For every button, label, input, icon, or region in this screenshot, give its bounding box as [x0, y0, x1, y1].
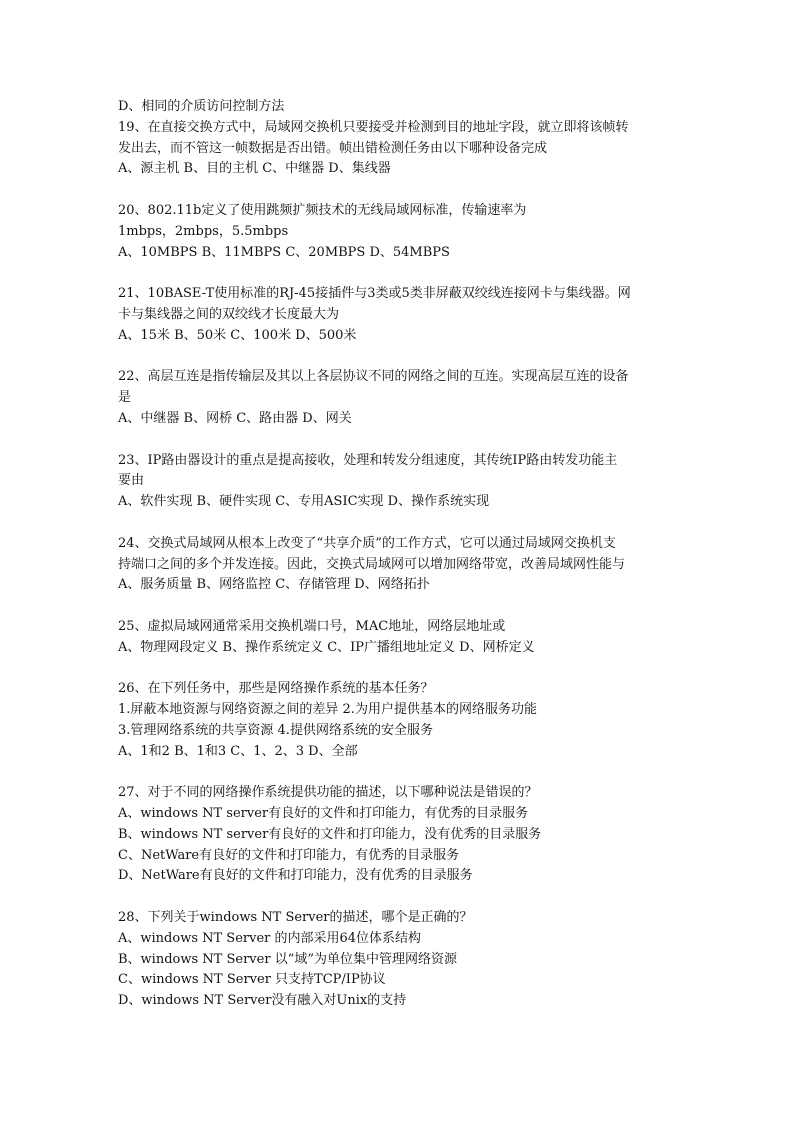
answer-option-line: A、中继器 B、网桥 C、路由器 D、网关	[118, 410, 352, 426]
question-block	[118, 908, 678, 1012]
question-stem-line: 23、IP路由器设计的重点是提高接收，处理和转发分组速度，其传统IP路由转发功能主	[118, 452, 618, 468]
question-stem-line: 24、交换式局域网从根本上改变了“共享介质”的工作方式，它可以通过局域网交换机支	[118, 535, 616, 551]
answer-option-line: A、10MBPS B、11MBPS C、20MBPS D、54MBPS	[118, 244, 450, 260]
question-block	[118, 201, 678, 263]
answer-option-line: C、windows NT Server 只支持TCP/IP协议	[118, 972, 386, 988]
question-gap	[118, 430, 678, 451]
question-block	[118, 284, 678, 346]
question-stem-line: 22、高层互连是指传输层及其以上各层协议不同的网络之间的互连。实现高层互连的设备	[118, 369, 629, 385]
option-line: D、相同的介质访问控制方法	[118, 99, 285, 114]
answer-option-line: A、1和2 B、1和3 C、1、2、3 D、全部	[118, 743, 358, 759]
answer-option-line: A、源主机 B、目的主机 C、中继器 D、集线器	[118, 161, 391, 177]
question-gap	[118, 596, 678, 617]
question-stem-line: 1.屏蔽本地资源与网络资源之间的差异 2.为用户提供基本的网络服务功能	[118, 702, 537, 718]
question-stem-line: 21、10BASE-T使用标准的RJ-45接插件与3类或5类非屏蔽双绞线连接网卡与集线器。网	[118, 286, 631, 302]
question-stem-line: 1mbps，2mbps，5.5mbps	[118, 223, 289, 239]
question-stem-line: 27、对于不同的网络操作系统提供功能的描述，以下哪种说法是错误的？	[118, 785, 538, 801]
question-stem-line: 持端口之间的多个并发连接。因此，交换式局域网可以增加网络带宽，改善局域网性能与	[118, 556, 626, 572]
answer-option-line: A、15米 B、50米 C、100米 D、500米	[118, 327, 357, 343]
answer-option-line: B、windows NT server有良好的文件和打印能力，没有优秀的目录服务	[118, 826, 542, 842]
question-stem-line: 25、虚拟局域网通常采用交换机端口号，MAC地址，网络层地址或	[118, 618, 506, 634]
question-block	[118, 118, 678, 180]
question-stem-line: 是	[118, 390, 132, 406]
question-block	[118, 783, 678, 887]
question-block	[118, 679, 678, 762]
question-gap	[118, 763, 678, 784]
answer-option-line: A、windows NT Server 的内部采用64位体系结构	[118, 930, 422, 946]
question-stem-line: 要由	[118, 473, 145, 489]
question-gap	[118, 263, 678, 284]
question-gap	[118, 347, 678, 368]
answer-option-line: D、NetWare有良好的文件和打印能力，没有优秀的目录服务	[118, 868, 473, 884]
answer-option-line: B、windows NT Server 以“域”为单位集中管理网络资源	[118, 951, 457, 967]
question-stem-line: 20、802.11b定义了使用跳频扩频技术的无线局域网标准，传输速率为	[118, 202, 527, 218]
answer-option-line: A、物理网段定义 B、操作系统定义 C、IP广播组地址定义 D、网桥定义	[118, 639, 535, 655]
question-stem-line: 卡与集线器之间的双绞线才长度最大为	[118, 306, 340, 322]
question-stem-line: 28、下列关于windows NT Server的描述，哪个是正确的？	[118, 910, 473, 926]
question-block	[118, 451, 678, 513]
question-list	[118, 97, 678, 1012]
question-block	[118, 617, 678, 659]
question-gap	[118, 513, 678, 534]
question-gap	[118, 887, 678, 908]
answer-option-line: D、windows NT Server没有融入对Unix的支持	[118, 993, 407, 1009]
question-stem-line: 26、在下列任务中，那些是网络操作系统的基本任务？	[118, 681, 434, 697]
question-gap	[118, 180, 678, 201]
answer-option-line: C、NetWare有良好的文件和打印能力，有优秀的目录服务	[118, 847, 460, 863]
answer-option-line: A、软件实现 B、硬件实现 C、专用ASIC实现 D、操作系统实现	[118, 494, 490, 510]
question-gap	[118, 659, 678, 680]
question-block	[118, 367, 678, 429]
question-stem-line: 19、在直接交换方式中，局域网交换机只要接受并检测到目的地址字段，就立即将该帧转	[118, 119, 629, 135]
question-stem-line: 3.管理网络系统的共享资源 4.提供网络系统的安全服务	[118, 722, 433, 738]
answer-option-line: A、windows NT server有良好的文件和打印能力，有优秀的目录服务	[118, 806, 529, 822]
answer-option-line: A、服务质量 B、网络监控 C、存储管理 D、网络拓扑	[118, 577, 430, 593]
question-block	[118, 534, 678, 596]
question-stem-line: 发出去，而不管这一帧数据是否出错。帧出错检测任务由以下哪种设备完成	[118, 140, 548, 156]
